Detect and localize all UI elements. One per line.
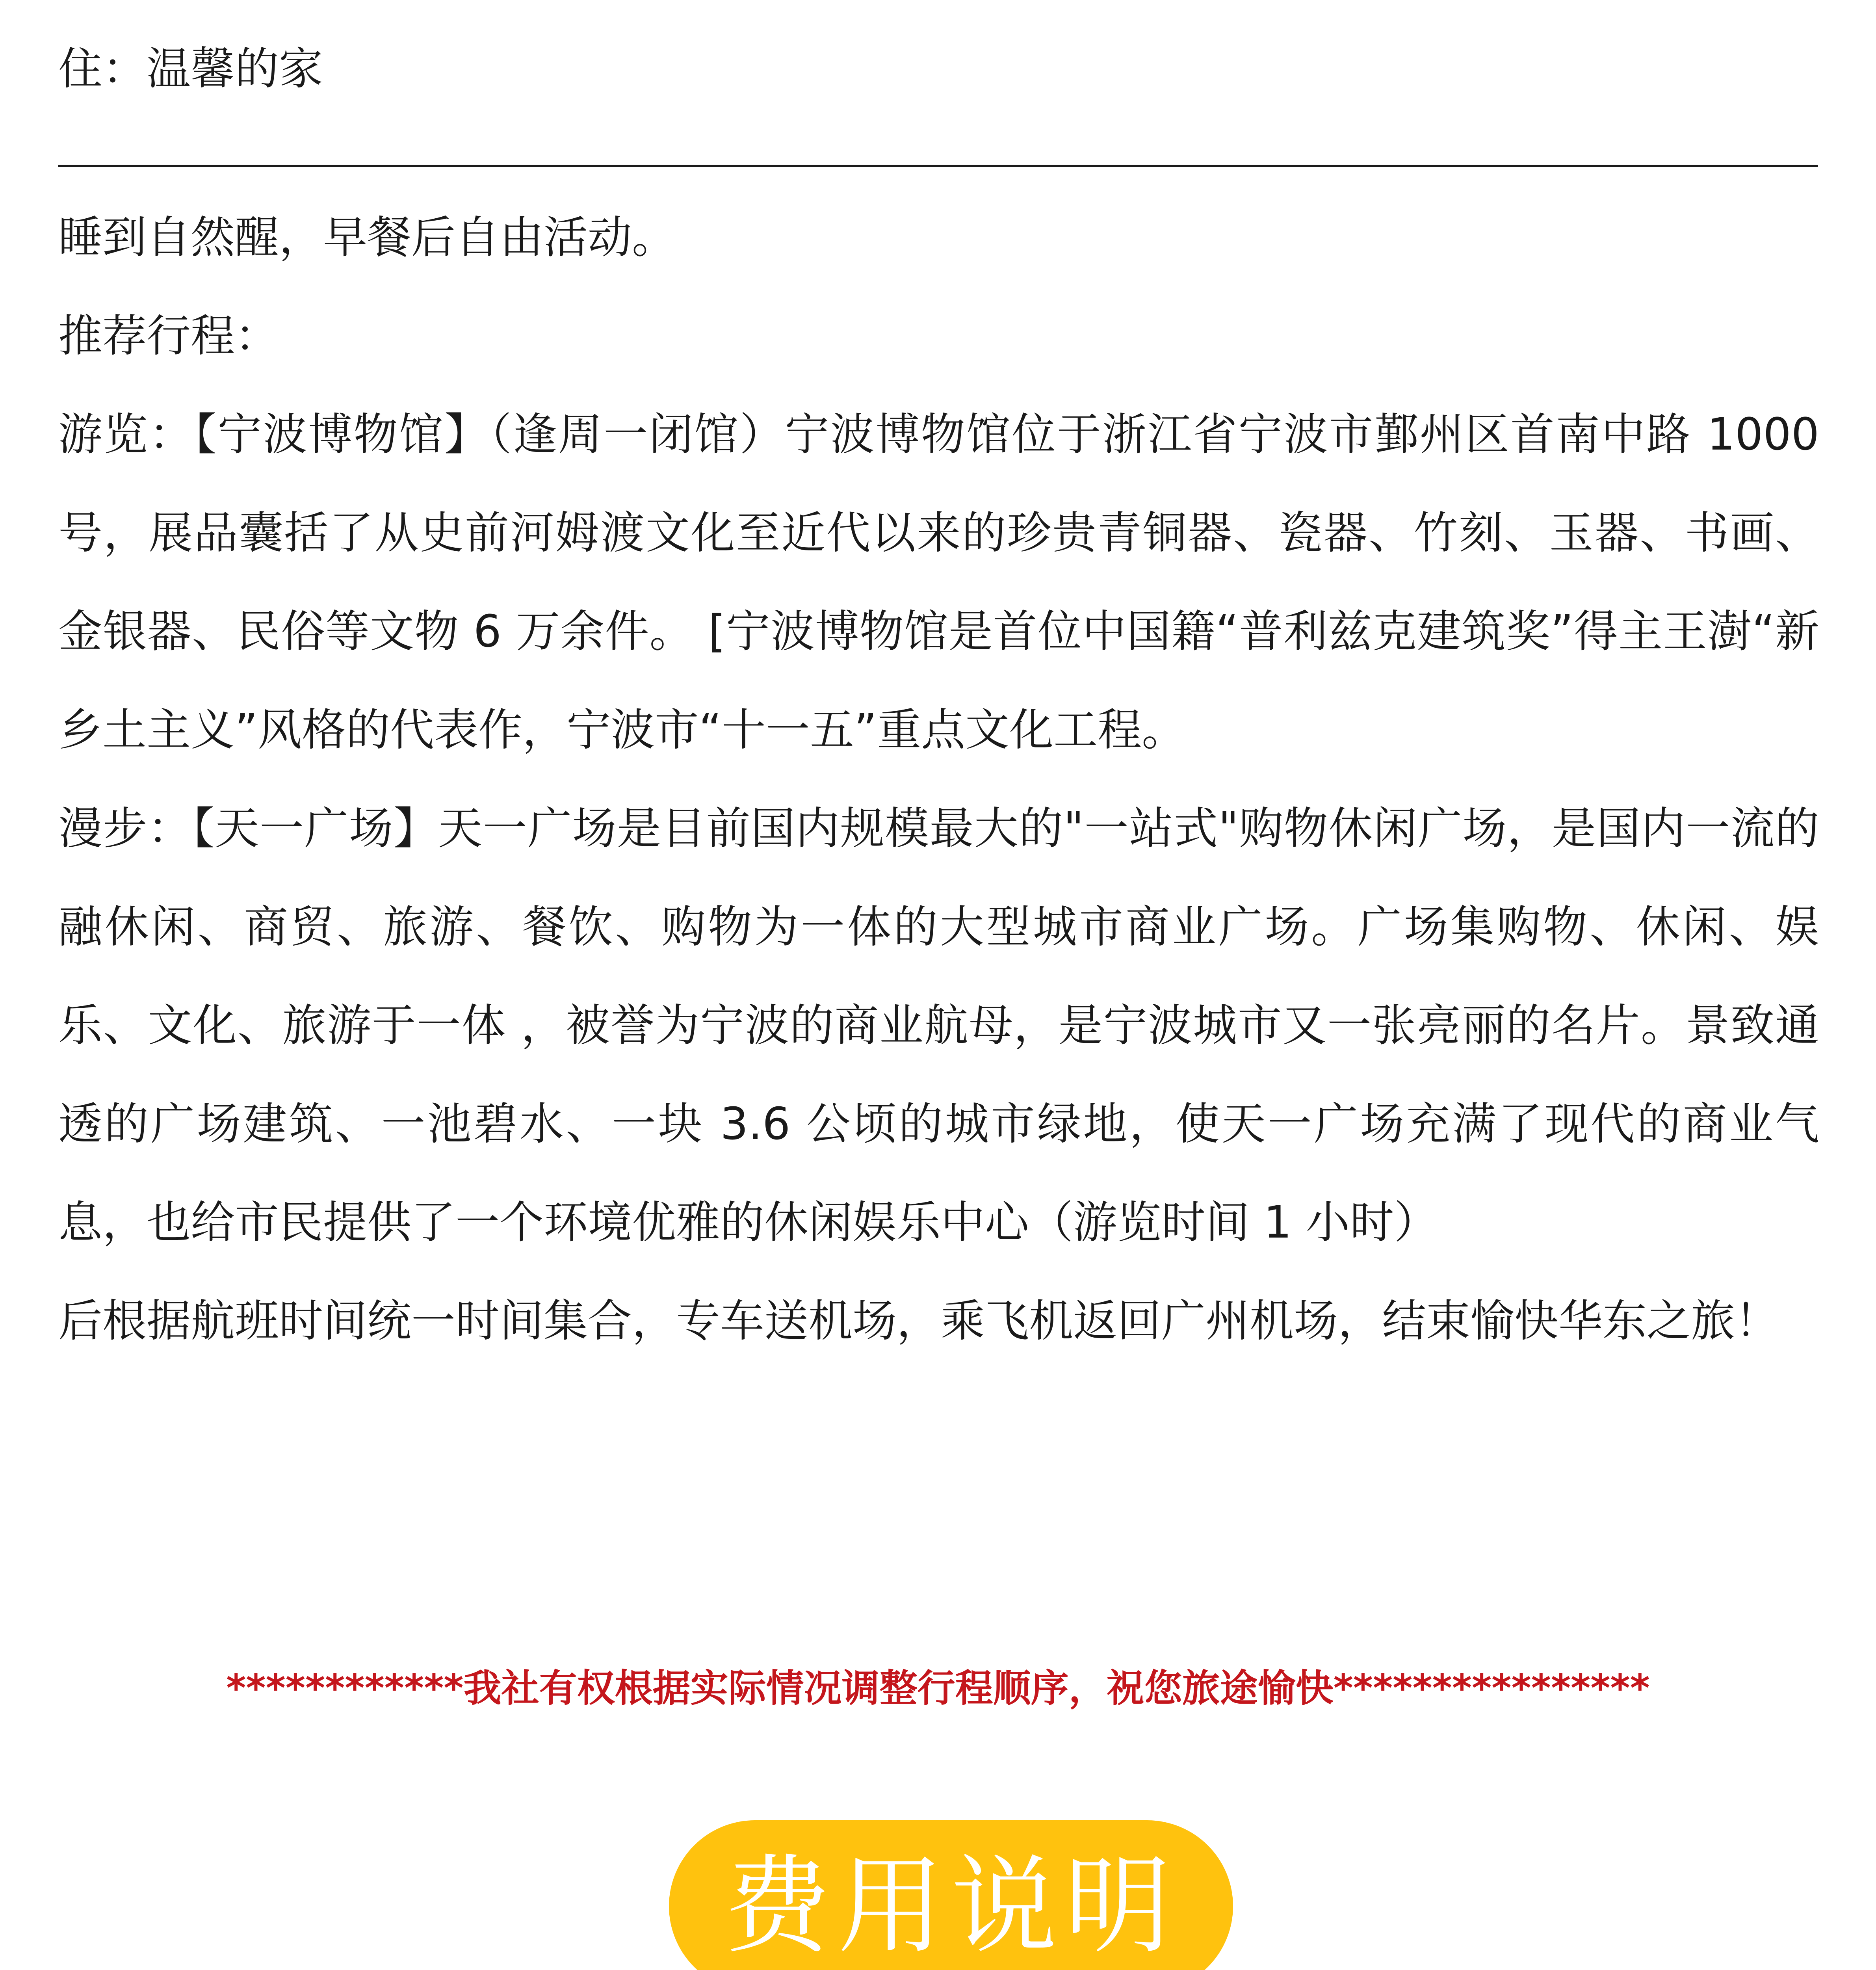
fee-section-title: 费用说明 [724,1844,1178,1968]
recommended-route-heading: 推荐行程： [58,310,279,362]
fee-section-badge [669,1820,1233,1970]
itinerary-notice: ************我社有权根据实际情况调整行程顺序，祝您旅途愉快**************** [226,1666,1650,1710]
section-divider [58,165,1818,167]
tianyi-square-paragraph: 漫步：【天一广场】天一广场是目前国内规模最大的"一站式"购物休闲广场，是国内一流的融休闲、商贸、旅游、餐饮、购物为一体的大型城市商业广场。广场集购物、休闲、娱乐、文化、旅游于一体 ，被誉为宁波的商业航母，是宁波城市又一张亮丽的名片。景致通透的广场建筑、一池碧水、一块 3.6 公顷的城市绿地，使天一广场充满了现代的商业气息，也给市民提供了一个环境优雅的休闲娱乐中心（游览时间 1 小时） [58,803,1819,1248]
free-activity-paragraph: 睡到自然醒，早餐后自由活动。 [58,212,676,263]
ningbo-museum-paragraph: 游览：【宁波博物馆】（逢周一闭馆）宁波博物馆位于浙江省宁波市鄞州区首南中路 1000 号，展品囊括了从史前河姆渡文化至近代以来的珍贵青铜器、瓷器、竹刻、玉器、书画、金银器、民俗等文物 6 万余件。 [宁波博物馆是首位中国籍“普利兹克建筑奖”得主王澍“新乡土主义”风格的代表作，宁波市“十一五”重点文化工程。 [58,409,1819,756]
return-trip-paragraph: 后根据航班时间统一时间集合，专车送机场，乘飞机返回广州机场，结束愉快华东之旅！ [58,1295,1779,1347]
accommodation-line: 住：温馨的家 [58,43,323,95]
day-itinerary-text [58,188,1819,1370]
